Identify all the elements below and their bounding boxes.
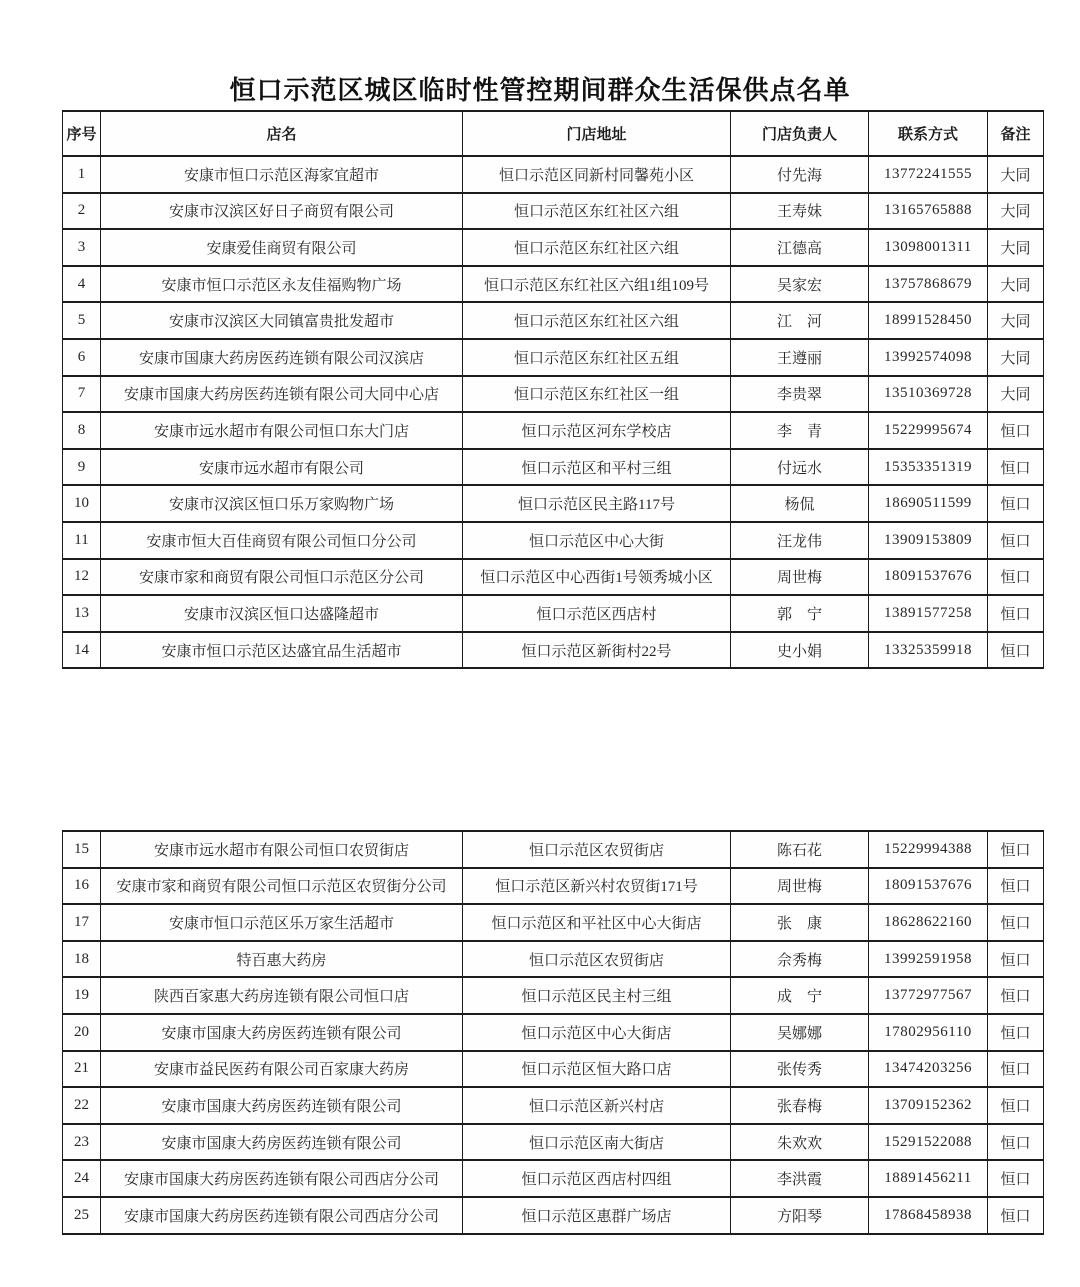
table-row bbox=[63, 941, 1044, 978]
cell-manager: 汪龙伟 bbox=[731, 522, 869, 559]
cell-no: 17 bbox=[63, 904, 101, 941]
table-row bbox=[63, 266, 1044, 303]
cell-name: 陕西百家惠大药房连锁有限公司恒口店 bbox=[101, 977, 463, 1014]
table-row bbox=[63, 1014, 1044, 1051]
table-row bbox=[63, 1197, 1044, 1234]
cell-manager: 付先海 bbox=[731, 156, 869, 193]
cell-address: 恒口示范区东红社区六组1组109号 bbox=[463, 266, 731, 303]
cell-no: 18 bbox=[63, 941, 101, 978]
cell-phone: 13772977567 bbox=[869, 977, 988, 1014]
cell-remark: 恒口 bbox=[988, 449, 1044, 486]
table-row bbox=[63, 376, 1044, 413]
header-row bbox=[63, 111, 1044, 156]
cell-remark: 恒口 bbox=[988, 868, 1044, 905]
supply-points-table-page-2 bbox=[62, 830, 1044, 1235]
cell-name: 安康市汉滨区好日子商贸有限公司 bbox=[101, 193, 463, 230]
cell-no: 6 bbox=[63, 339, 101, 376]
table-row bbox=[63, 1124, 1044, 1161]
table-row bbox=[63, 449, 1044, 486]
table-row bbox=[63, 229, 1044, 266]
column-header-address: 门店地址 bbox=[463, 111, 731, 156]
cell-phone: 13510369728 bbox=[869, 376, 988, 413]
cell-address: 恒口示范区东红社区六组 bbox=[463, 193, 731, 230]
cell-phone: 18091537676 bbox=[869, 559, 988, 596]
cell-manager: 成 宁 bbox=[731, 977, 869, 1014]
cell-address: 恒口示范区和平村三组 bbox=[463, 449, 731, 486]
cell-manager: 周世梅 bbox=[731, 559, 869, 596]
cell-manager: 史小娟 bbox=[731, 632, 869, 669]
cell-no: 21 bbox=[63, 1051, 101, 1088]
table-row bbox=[63, 977, 1044, 1014]
cell-no: 1 bbox=[63, 156, 101, 193]
table-row bbox=[63, 632, 1044, 669]
cell-remark: 大同 bbox=[988, 229, 1044, 266]
table-row bbox=[63, 904, 1044, 941]
cell-manager: 陈石花 bbox=[731, 831, 869, 868]
cell-remark: 恒口 bbox=[988, 1160, 1044, 1197]
cell-address: 恒口示范区东红社区六组 bbox=[463, 302, 731, 339]
column-header-phone: 联系方式 bbox=[869, 111, 988, 156]
cell-remark: 恒口 bbox=[988, 522, 1044, 559]
cell-name: 安康市家和商贸有限公司恒口示范区农贸街分公司 bbox=[101, 868, 463, 905]
cell-no: 19 bbox=[63, 977, 101, 1014]
cell-address: 恒口示范区新兴村农贸街171号 bbox=[463, 868, 731, 905]
cell-name: 安康市国康大药房医药连锁有限公司 bbox=[101, 1014, 463, 1051]
cell-name: 安康市国康大药房医药连锁有限公司汉滨店 bbox=[101, 339, 463, 376]
table-row bbox=[63, 156, 1044, 193]
cell-address: 恒口示范区东红社区六组 bbox=[463, 229, 731, 266]
cell-phone: 13992574098 bbox=[869, 339, 988, 376]
cell-name: 安康市恒口示范区永友佳福购物广场 bbox=[101, 266, 463, 303]
cell-remark: 恒口 bbox=[988, 485, 1044, 522]
table-row bbox=[63, 485, 1044, 522]
cell-phone: 13098001311 bbox=[869, 229, 988, 266]
cell-name: 安康市国康大药房医药连锁有限公司大同中心店 bbox=[101, 376, 463, 413]
table-row bbox=[63, 559, 1044, 596]
cell-phone: 18991528450 bbox=[869, 302, 988, 339]
cell-no: 15 bbox=[63, 831, 101, 868]
cell-phone: 13891577258 bbox=[869, 595, 988, 632]
cell-phone: 13992591958 bbox=[869, 941, 988, 978]
cell-phone: 13757868679 bbox=[869, 266, 988, 303]
cell-no: 11 bbox=[63, 522, 101, 559]
cell-remark: 恒口 bbox=[988, 1124, 1044, 1161]
cell-manager: 方阳琴 bbox=[731, 1197, 869, 1234]
cell-no: 10 bbox=[63, 485, 101, 522]
table-row bbox=[63, 1160, 1044, 1197]
cell-remark: 恒口 bbox=[988, 941, 1044, 978]
cell-phone: 15229995674 bbox=[869, 412, 988, 449]
cell-name: 安康市恒口示范区海家宜超市 bbox=[101, 156, 463, 193]
cell-phone: 18690511599 bbox=[869, 485, 988, 522]
column-header-name: 店名 bbox=[101, 111, 463, 156]
table-row bbox=[63, 522, 1044, 559]
cell-name: 安康市汉滨区恒口达盛隆超市 bbox=[101, 595, 463, 632]
cell-remark: 恒口 bbox=[988, 1014, 1044, 1051]
cell-remark: 恒口 bbox=[988, 904, 1044, 941]
cell-name: 安康市国康大药房医药连锁有限公司西店分公司 bbox=[101, 1160, 463, 1197]
cell-remark: 大同 bbox=[988, 376, 1044, 413]
cell-remark: 恒口 bbox=[988, 1197, 1044, 1234]
cell-manager: 李洪霞 bbox=[731, 1160, 869, 1197]
cell-address: 恒口示范区新兴村店 bbox=[463, 1087, 731, 1124]
cell-remark: 大同 bbox=[988, 266, 1044, 303]
cell-remark: 大同 bbox=[988, 302, 1044, 339]
cell-no: 14 bbox=[63, 632, 101, 669]
cell-manager: 李贵翠 bbox=[731, 376, 869, 413]
cell-address: 恒口示范区河东学校店 bbox=[463, 412, 731, 449]
cell-address: 恒口示范区惠群广场店 bbox=[463, 1197, 731, 1234]
table-row bbox=[63, 1087, 1044, 1124]
cell-manager: 张 康 bbox=[731, 904, 869, 941]
cell-no: 20 bbox=[63, 1014, 101, 1051]
cell-manager: 周世梅 bbox=[731, 868, 869, 905]
cell-name: 安康市恒口示范区乐万家生活超市 bbox=[101, 904, 463, 941]
cell-phone: 15353351319 bbox=[869, 449, 988, 486]
cell-remark: 大同 bbox=[988, 193, 1044, 230]
cell-phone: 18091537676 bbox=[869, 868, 988, 905]
cell-manager: 张传秀 bbox=[731, 1051, 869, 1088]
cell-remark: 恒口 bbox=[988, 1087, 1044, 1124]
cell-manager: 付远水 bbox=[731, 449, 869, 486]
cell-remark: 恒口 bbox=[988, 559, 1044, 596]
cell-name: 安康市远水超市有限公司 bbox=[101, 449, 463, 486]
cell-address: 恒口示范区西店村 bbox=[463, 595, 731, 632]
cell-no: 16 bbox=[63, 868, 101, 905]
cell-no: 4 bbox=[63, 266, 101, 303]
cell-no: 2 bbox=[63, 193, 101, 230]
cell-address: 恒口示范区同新村同馨苑小区 bbox=[463, 156, 731, 193]
cell-address: 恒口示范区民主路117号 bbox=[463, 485, 731, 522]
cell-no: 9 bbox=[63, 449, 101, 486]
cell-name: 特百惠大药房 bbox=[101, 941, 463, 978]
cell-remark: 恒口 bbox=[988, 412, 1044, 449]
cell-address: 恒口示范区中心西街1号领秀城小区 bbox=[463, 559, 731, 596]
cell-no: 23 bbox=[63, 1124, 101, 1161]
cell-name: 安康市国康大药房医药连锁有限公司 bbox=[101, 1087, 463, 1124]
cell-name: 安康市国康大药房医药连锁有限公司 bbox=[101, 1124, 463, 1161]
cell-address: 恒口示范区西店村四组 bbox=[463, 1160, 731, 1197]
supply-points-table-page-1 bbox=[62, 110, 1044, 669]
cell-manager: 江 河 bbox=[731, 302, 869, 339]
cell-address: 恒口示范区南大街店 bbox=[463, 1124, 731, 1161]
cell-no: 25 bbox=[63, 1197, 101, 1234]
table-row bbox=[63, 339, 1044, 376]
cell-phone: 13474203256 bbox=[869, 1051, 988, 1088]
cell-manager: 佘秀梅 bbox=[731, 941, 869, 978]
column-header-manager: 门店负责人 bbox=[731, 111, 869, 156]
cell-phone: 18628622160 bbox=[869, 904, 988, 941]
cell-manager: 张春梅 bbox=[731, 1087, 869, 1124]
cell-no: 5 bbox=[63, 302, 101, 339]
table-row bbox=[63, 412, 1044, 449]
cell-manager: 李 青 bbox=[731, 412, 869, 449]
cell-phone: 17868458938 bbox=[869, 1197, 988, 1234]
cell-name: 安康市远水超市有限公司恒口农贸街店 bbox=[101, 831, 463, 868]
cell-manager: 王寿妹 bbox=[731, 193, 869, 230]
cell-phone: 17802956110 bbox=[869, 1014, 988, 1051]
cell-name: 安康市益民医药有限公司百家康大药房 bbox=[101, 1051, 463, 1088]
cell-remark: 恒口 bbox=[988, 595, 1044, 632]
cell-remark: 恒口 bbox=[988, 1051, 1044, 1088]
table-row bbox=[63, 193, 1044, 230]
table-row bbox=[63, 868, 1044, 905]
cell-manager: 吴家宏 bbox=[731, 266, 869, 303]
cell-phone: 13909153809 bbox=[869, 522, 988, 559]
cell-no: 7 bbox=[63, 376, 101, 413]
cell-phone: 13772241555 bbox=[869, 156, 988, 193]
cell-address: 恒口示范区和平社区中心大街店 bbox=[463, 904, 731, 941]
table-row bbox=[63, 831, 1044, 868]
cell-manager: 吴娜娜 bbox=[731, 1014, 869, 1051]
cell-name: 安康爱佳商贸有限公司 bbox=[101, 229, 463, 266]
cell-address: 恒口示范区民主村三组 bbox=[463, 977, 731, 1014]
cell-remark: 大同 bbox=[988, 339, 1044, 376]
cell-no: 8 bbox=[63, 412, 101, 449]
cell-remark: 恒口 bbox=[988, 831, 1044, 868]
cell-phone: 18891456211 bbox=[869, 1160, 988, 1197]
cell-name: 安康市汉滨区恒口乐万家购物广场 bbox=[101, 485, 463, 522]
cell-name: 安康市国康大药房医药连锁有限公司西店分公司 bbox=[101, 1197, 463, 1234]
cell-manager: 朱欢欢 bbox=[731, 1124, 869, 1161]
cell-address: 恒口示范区农贸街店 bbox=[463, 831, 731, 868]
cell-manager: 王遵丽 bbox=[731, 339, 869, 376]
cell-remark: 恒口 bbox=[988, 977, 1044, 1014]
cell-name: 安康市恒口示范区达盛宜品生活超市 bbox=[101, 632, 463, 669]
cell-address: 恒口示范区中心大街店 bbox=[463, 1014, 731, 1051]
cell-address: 恒口示范区东红社区一组 bbox=[463, 376, 731, 413]
cell-phone: 13165765888 bbox=[869, 193, 988, 230]
cell-address: 恒口示范区新街村22号 bbox=[463, 632, 731, 669]
cell-remark: 大同 bbox=[988, 156, 1044, 193]
cell-phone: 13325359918 bbox=[869, 632, 988, 669]
cell-no: 12 bbox=[63, 559, 101, 596]
cell-manager: 杨侃 bbox=[731, 485, 869, 522]
cell-no: 3 bbox=[63, 229, 101, 266]
cell-no: 13 bbox=[63, 595, 101, 632]
cell-name: 安康市恒大百佳商贸有限公司恒口分公司 bbox=[101, 522, 463, 559]
cell-address: 恒口示范区中心大街 bbox=[463, 522, 731, 559]
cell-phone: 13709152362 bbox=[869, 1087, 988, 1124]
table-row bbox=[63, 1051, 1044, 1088]
cell-name: 安康市家和商贸有限公司恒口示范区分公司 bbox=[101, 559, 463, 596]
cell-address: 恒口示范区东红社区五组 bbox=[463, 339, 731, 376]
column-header-no: 序号 bbox=[63, 111, 101, 156]
cell-manager: 江德高 bbox=[731, 229, 869, 266]
cell-no: 22 bbox=[63, 1087, 101, 1124]
page-title: 恒口示范区城区临时性管控期间群众生活保供点名单 bbox=[229, 75, 851, 105]
table-row bbox=[63, 595, 1044, 632]
cell-address: 恒口示范区农贸街店 bbox=[463, 941, 731, 978]
cell-manager: 郭 宁 bbox=[731, 595, 869, 632]
cell-no: 24 bbox=[63, 1160, 101, 1197]
column-header-remark: 备注 bbox=[988, 111, 1044, 156]
cell-remark: 恒口 bbox=[988, 632, 1044, 669]
cell-phone: 15291522088 bbox=[869, 1124, 988, 1161]
cell-address: 恒口示范区恒大路口店 bbox=[463, 1051, 731, 1088]
table-row bbox=[63, 302, 1044, 339]
cell-name: 安康市远水超市有限公司恒口东大门店 bbox=[101, 412, 463, 449]
cell-name: 安康市汉滨区大同镇富贵批发超市 bbox=[101, 302, 463, 339]
cell-phone: 15229994388 bbox=[869, 831, 988, 868]
